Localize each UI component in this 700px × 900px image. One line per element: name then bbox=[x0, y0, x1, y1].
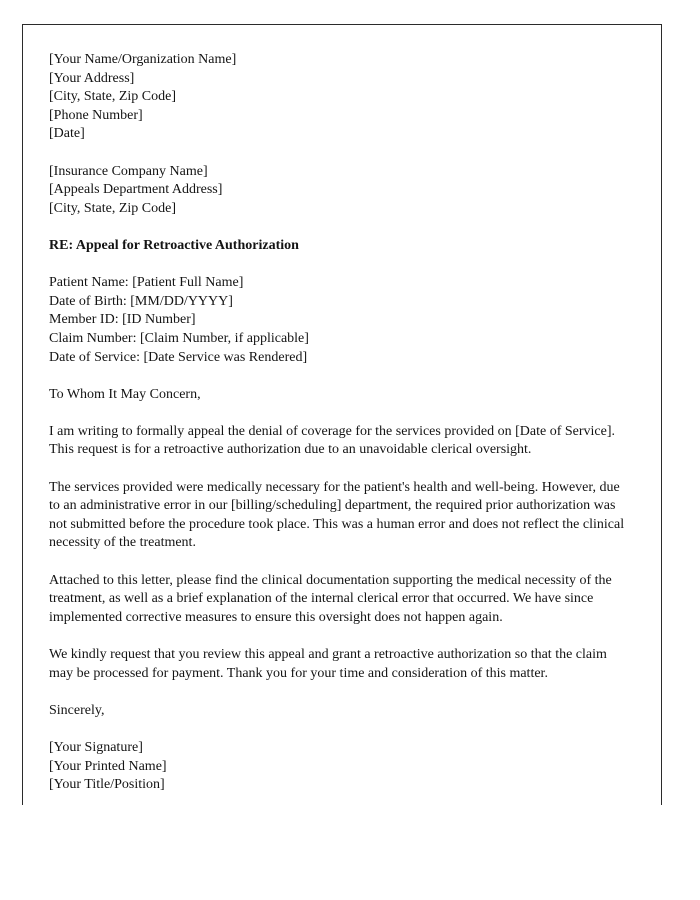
patient-info-line: Patient Name: [Patient Full Name] bbox=[49, 275, 244, 291]
recipient-line: [Insurance Company Name] bbox=[49, 163, 208, 179]
signature-block bbox=[49, 739, 630, 795]
recipient-line: [City, State, Zip Code] bbox=[49, 200, 177, 216]
block-spacer bbox=[49, 460, 630, 479]
signature-line: [Your Title/Position] bbox=[49, 777, 165, 793]
sender-line: [City, State, Zip Code] bbox=[49, 89, 177, 105]
block-spacer bbox=[49, 404, 630, 423]
letter-content bbox=[49, 51, 630, 795]
salutation-block bbox=[49, 386, 630, 405]
sender-line: [Phone Number] bbox=[49, 107, 143, 123]
block-spacer bbox=[49, 367, 630, 386]
block-spacer bbox=[49, 720, 630, 739]
body-paragraph: The services provided were medically necessary for the patient's health and well-being. However, due to an administrative error in our [billing/scheduling] department, the required prior authorization was not submitted before the procedure took place. This was a human error and does not reflect the clinical necessity of the treatment. bbox=[49, 479, 625, 551]
sender-line: [Date] bbox=[49, 126, 85, 142]
block-spacer bbox=[49, 218, 630, 237]
closing-salutation: Sincerely, bbox=[49, 702, 105, 718]
patient-info-line: Date of Birth: [MM/DD/YYYY] bbox=[49, 293, 233, 309]
patient-info-line: Date of Service: [Date Service was Rendered] bbox=[49, 349, 308, 365]
sender-address-block bbox=[49, 51, 630, 144]
block-spacer bbox=[49, 553, 630, 572]
body-paragraph: I am writing to formally appeal the denial of coverage for the services provided on [Date of Service]. This request is for a retroactive authorization due to an unavoidable clerical oversight. bbox=[49, 423, 616, 458]
body-paragraph: Attached to this letter, please find the clinical documentation supporting the medical necessity of the treatment, as well as a brief explanation of the internal clerical error that occurred. We have since implemented corrective measures to ensure this oversight does not happen again. bbox=[49, 572, 612, 625]
sender-line: [Your Name/Organization Name] bbox=[49, 52, 237, 67]
block-spacer bbox=[49, 256, 630, 275]
patient-info-block bbox=[49, 274, 630, 367]
patient-info-line: Claim Number: [Claim Number, if applicable] bbox=[49, 330, 309, 346]
salutation: To Whom It May Concern, bbox=[49, 386, 201, 402]
closing-block bbox=[49, 702, 630, 721]
signature-line: [Your Printed Name] bbox=[49, 758, 167, 774]
document-page bbox=[22, 24, 662, 805]
recipient-line: [Appeals Department Address] bbox=[49, 182, 223, 198]
subject-line-block bbox=[49, 237, 630, 256]
subject-line: RE: Appeal for Retroactive Authorization bbox=[49, 237, 299, 253]
patient-info-line: Member ID: [ID Number] bbox=[49, 312, 196, 328]
signature-line: [Your Signature] bbox=[49, 739, 143, 755]
block-spacer bbox=[49, 683, 630, 702]
recipient-address-block bbox=[49, 163, 630, 219]
sender-line: [Your Address] bbox=[49, 70, 135, 86]
body-paragraph: We kindly request that you review this appeal and grant a retroactive authorization so that the claim may be processed for payment. Thank you for your time and consideration of this matter. bbox=[49, 647, 607, 681]
block-spacer bbox=[49, 627, 630, 646]
block-spacer bbox=[49, 144, 630, 163]
